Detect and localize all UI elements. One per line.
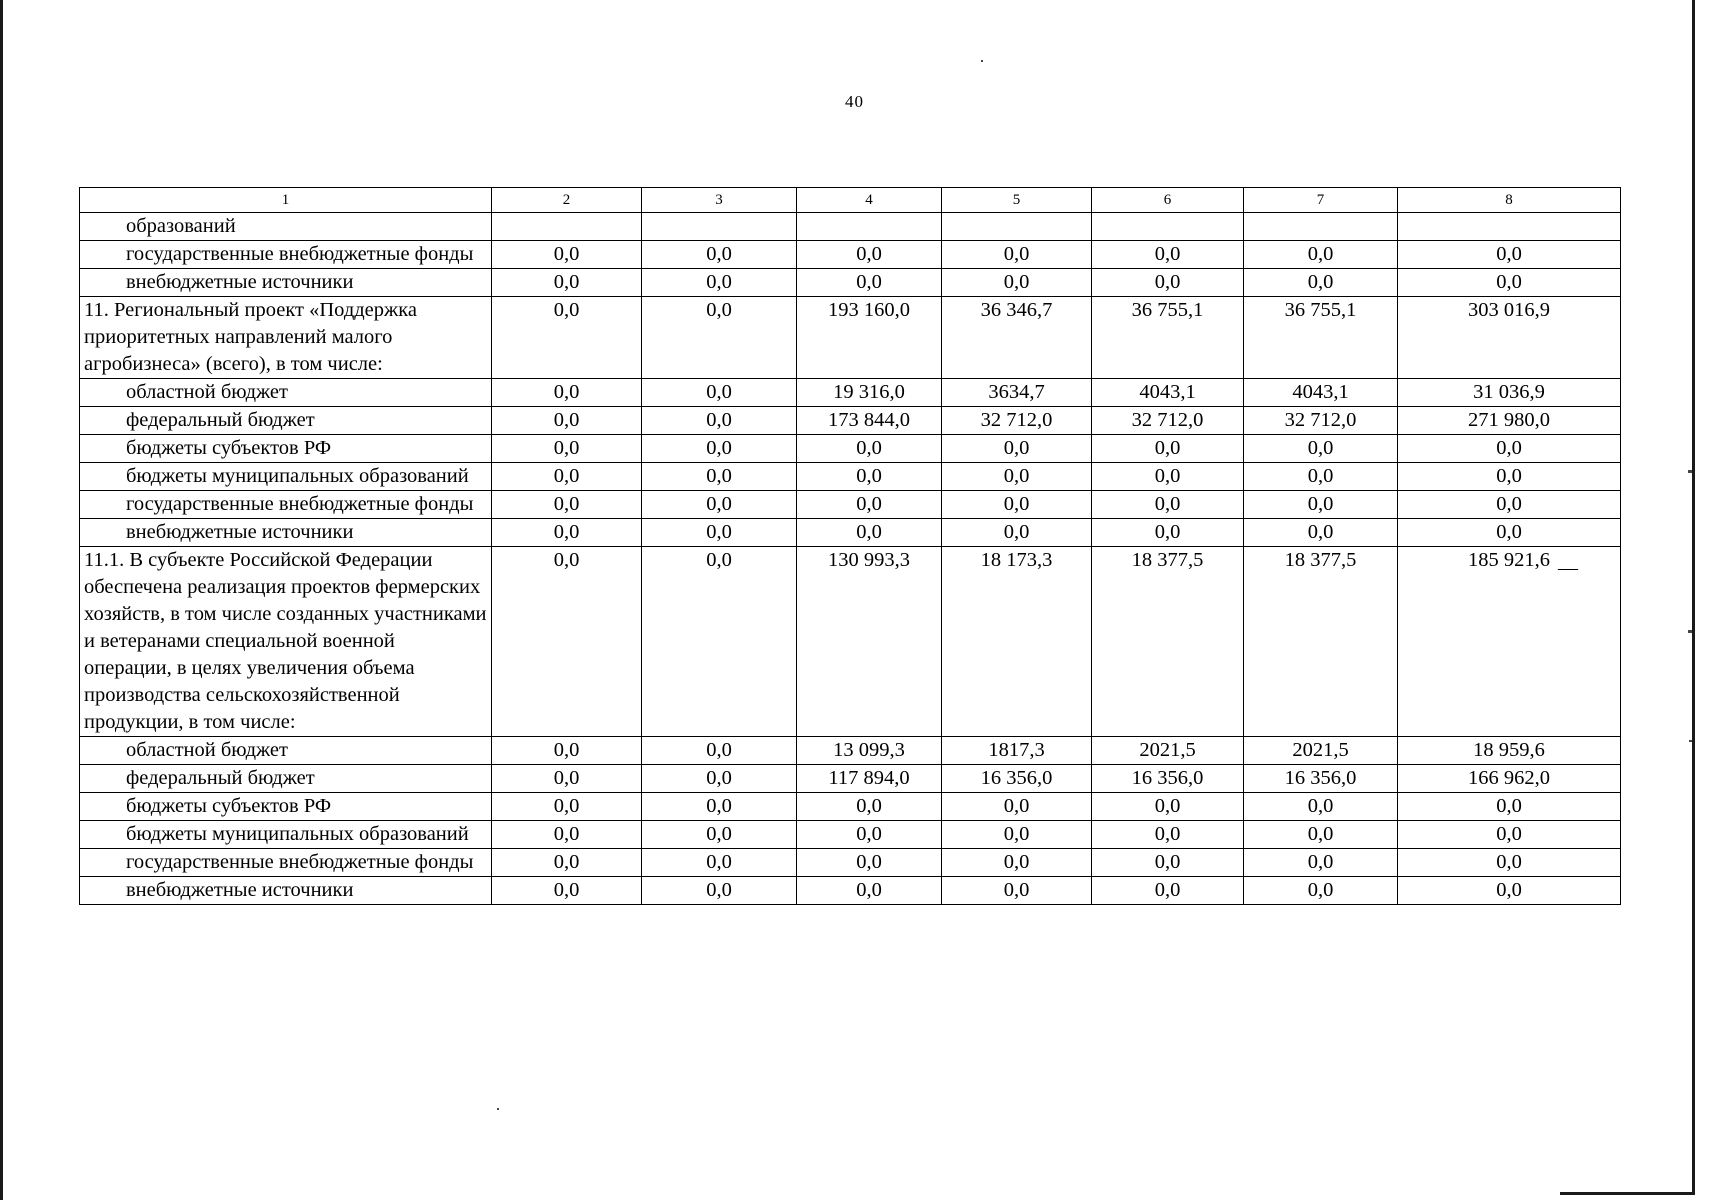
table-row — [80, 435, 1621, 463]
scan-speck — [981, 60, 983, 62]
value-cell: 0,0 — [1398, 269, 1621, 297]
value-cell: 0,0 — [642, 297, 797, 379]
value-cell: 0,0 — [1244, 463, 1398, 491]
table-row — [80, 877, 1621, 905]
value-cell: 0,0 — [1092, 463, 1244, 491]
value-cell: 0,0 — [942, 435, 1092, 463]
table-row — [80, 379, 1621, 407]
row-label-cell: бюджеты муниципальных образований — [80, 821, 492, 849]
value-cell: 0,0 — [1092, 491, 1244, 519]
value-cell: 0,0 — [492, 547, 642, 737]
value-cell — [1398, 213, 1621, 241]
scan-speck — [1688, 470, 1692, 473]
value-cell: 0,0 — [797, 241, 942, 269]
value-cell: 18 173,3 — [942, 547, 1092, 737]
value-cell: 271 980,0 — [1398, 407, 1621, 435]
value-cell: 18 377,5 — [1244, 547, 1398, 737]
column-number-cell: 6 — [1092, 188, 1244, 213]
value-cell: 0,0 — [1398, 463, 1621, 491]
value-cell: 0,0 — [1092, 877, 1244, 905]
value-cell: 31 036,9 — [1398, 379, 1621, 407]
table-row — [80, 491, 1621, 519]
row-label-cell: федеральный бюджет — [80, 765, 492, 793]
value-cell: 36 346,7 — [942, 297, 1092, 379]
value-cell: 0,0 — [492, 241, 642, 269]
table-row — [80, 407, 1621, 435]
value-cell — [492, 213, 642, 241]
value-cell: 173 844,0 — [797, 407, 942, 435]
row-label-cell: бюджеты муниципальных образований — [80, 463, 492, 491]
value-cell — [642, 213, 797, 241]
value-cell: 0,0 — [1092, 435, 1244, 463]
margin-dash-mark: — — [1558, 557, 1578, 579]
value-cell: 0,0 — [642, 849, 797, 877]
value-cell: 4043,1 — [1092, 379, 1244, 407]
value-cell: 0,0 — [492, 793, 642, 821]
column-number-cell: 3 — [642, 188, 797, 213]
value-cell: 117 894,0 — [797, 765, 942, 793]
value-cell: 4043,1 — [1244, 379, 1398, 407]
value-cell: 0,0 — [642, 547, 797, 737]
value-cell: 0,0 — [797, 269, 942, 297]
column-number-cell: 2 — [492, 188, 642, 213]
value-cell: 0,0 — [1092, 241, 1244, 269]
table-row — [80, 213, 1621, 241]
value-cell: 0,0 — [942, 241, 1092, 269]
value-cell — [797, 213, 942, 241]
value-cell: 32 712,0 — [1244, 407, 1398, 435]
value-cell: 13 099,3 — [797, 737, 942, 765]
value-cell: 0,0 — [1244, 491, 1398, 519]
row-label-cell: внебюджетные источники — [80, 877, 492, 905]
value-cell: 0,0 — [1092, 849, 1244, 877]
value-cell: 2021,5 — [1244, 737, 1398, 765]
row-label-cell: внебюджетные источники — [80, 519, 492, 547]
value-cell: 0,0 — [797, 793, 942, 821]
value-cell: 0,0 — [642, 407, 797, 435]
value-cell: 0,0 — [1244, 877, 1398, 905]
value-cell: 0,0 — [492, 297, 642, 379]
value-cell: 0,0 — [1398, 793, 1621, 821]
row-label-cell: бюджеты субъектов РФ — [80, 793, 492, 821]
value-cell: 0,0 — [492, 463, 642, 491]
table-row — [80, 793, 1621, 821]
row-label-cell: 11. Региональный проект «Поддержка приоритетных направлений малого агробизнеса» (всего), в том числе: — [80, 297, 492, 379]
value-cell: 0,0 — [1244, 821, 1398, 849]
column-number-cell: 7 — [1244, 188, 1398, 213]
table-body — [80, 213, 1621, 905]
value-cell: 0,0 — [797, 491, 942, 519]
value-cell: 0,0 — [1398, 241, 1621, 269]
value-cell: 18 377,5 — [1092, 547, 1244, 737]
value-cell: 0,0 — [942, 821, 1092, 849]
value-cell: 0,0 — [797, 821, 942, 849]
row-label-cell: государственные внебюджетные фонды — [80, 241, 492, 269]
row-label-cell: 11.1. В субъекте Российской Федерации обеспечена реализация проектов фермерских хозяйств, в том числе созданных участниками и ветеранами специальной военной операции, в целях увеличения объема производства сельскохозяйственной продукции, в том числе: — [80, 547, 492, 737]
value-cell: 0,0 — [1398, 519, 1621, 547]
column-number-cell: 4 — [797, 188, 942, 213]
value-cell: 0,0 — [942, 463, 1092, 491]
value-cell: 0,0 — [492, 821, 642, 849]
value-cell: 0,0 — [642, 793, 797, 821]
value-cell: 36 755,1 — [1092, 297, 1244, 379]
value-cell: 0,0 — [942, 849, 1092, 877]
value-cell: 0,0 — [642, 491, 797, 519]
value-cell: 0,0 — [492, 519, 642, 547]
table-row — [80, 463, 1621, 491]
value-cell: 0,0 — [1398, 435, 1621, 463]
scan-speck — [1689, 740, 1692, 742]
table-row — [80, 241, 1621, 269]
value-cell: 130 993,3 — [797, 547, 942, 737]
value-cell: 0,0 — [1244, 793, 1398, 821]
page-number: 40 — [845, 92, 864, 111]
value-cell: 0,0 — [642, 269, 797, 297]
value-cell: 0,0 — [1398, 877, 1621, 905]
value-cell: 0,0 — [492, 435, 642, 463]
value-cell: 193 160,0 — [797, 297, 942, 379]
row-label-cell: государственные внебюджетные фонды — [80, 491, 492, 519]
table-row — [80, 765, 1621, 793]
value-cell: 0,0 — [642, 463, 797, 491]
row-label-cell: областной бюджет — [80, 737, 492, 765]
value-cell: 0,0 — [642, 877, 797, 905]
table-row — [80, 519, 1621, 547]
value-cell: 185 921,6 — [1398, 547, 1621, 737]
value-cell: 1817,3 — [942, 737, 1092, 765]
row-label-cell: областной бюджет — [80, 379, 492, 407]
value-cell: 0,0 — [1244, 519, 1398, 547]
value-cell: 0,0 — [1398, 849, 1621, 877]
value-cell: 0,0 — [492, 379, 642, 407]
value-cell: 0,0 — [1244, 849, 1398, 877]
value-cell — [1244, 213, 1398, 241]
budget-table — [79, 187, 1621, 905]
value-cell: 0,0 — [942, 793, 1092, 821]
value-cell: 303 016,9 — [1398, 297, 1621, 379]
table-row — [80, 269, 1621, 297]
value-cell — [942, 213, 1092, 241]
value-cell: 0,0 — [1092, 519, 1244, 547]
value-cell: 0,0 — [797, 519, 942, 547]
row-label-cell: образований — [80, 213, 492, 241]
value-cell: 16 356,0 — [1244, 765, 1398, 793]
table-row — [80, 737, 1621, 765]
value-cell: 0,0 — [942, 519, 1092, 547]
scan-bottom-border — [1560, 1192, 1695, 1195]
value-cell: 0,0 — [942, 491, 1092, 519]
scan-speck — [497, 1108, 499, 1110]
value-cell: 0,0 — [642, 765, 797, 793]
table-row — [80, 849, 1621, 877]
value-cell: 3634,7 — [942, 379, 1092, 407]
table-row — [80, 821, 1621, 849]
value-cell: 166 962,0 — [1398, 765, 1621, 793]
value-cell: 0,0 — [797, 435, 942, 463]
value-cell: 0,0 — [492, 491, 642, 519]
row-label-cell: бюджеты субъектов РФ — [80, 435, 492, 463]
value-cell: 0,0 — [642, 241, 797, 269]
value-cell: 0,0 — [1244, 435, 1398, 463]
column-number-cell: 1 — [80, 188, 492, 213]
value-cell: 36 755,1 — [1244, 297, 1398, 379]
value-cell: 0,0 — [492, 877, 642, 905]
value-cell: 0,0 — [942, 269, 1092, 297]
value-cell: 0,0 — [642, 737, 797, 765]
value-cell: 0,0 — [942, 877, 1092, 905]
value-cell: 0,0 — [492, 407, 642, 435]
value-cell: 18 959,6 — [1398, 737, 1621, 765]
scan-right-border — [1692, 0, 1695, 1195]
value-cell: 0,0 — [1244, 269, 1398, 297]
value-cell — [1092, 213, 1244, 241]
row-label-cell: внебюджетные источники — [80, 269, 492, 297]
value-cell: 32 712,0 — [1092, 407, 1244, 435]
value-cell: 2021,5 — [1092, 737, 1244, 765]
header-row — [80, 188, 1621, 213]
row-label-cell: федеральный бюджет — [80, 407, 492, 435]
value-cell: 16 356,0 — [942, 765, 1092, 793]
value-cell: 16 356,0 — [1092, 765, 1244, 793]
value-cell: 0,0 — [1398, 491, 1621, 519]
table-row — [80, 297, 1621, 379]
value-cell: 0,0 — [492, 269, 642, 297]
table-header — [80, 188, 1621, 213]
value-cell: 0,0 — [1092, 269, 1244, 297]
scan-speck — [1688, 630, 1692, 633]
table-row — [80, 547, 1621, 737]
value-cell: 0,0 — [1092, 793, 1244, 821]
value-cell: 32 712,0 — [942, 407, 1092, 435]
value-cell: 19 316,0 — [797, 379, 942, 407]
column-number-cell: 8 — [1398, 188, 1621, 213]
value-cell: 0,0 — [1244, 241, 1398, 269]
value-cell: 0,0 — [642, 435, 797, 463]
value-cell: 0,0 — [797, 877, 942, 905]
value-cell: 0,0 — [642, 379, 797, 407]
value-cell: 0,0 — [492, 737, 642, 765]
value-cell: 0,0 — [642, 821, 797, 849]
value-cell: 0,0 — [1092, 821, 1244, 849]
column-number-cell: 5 — [942, 188, 1092, 213]
value-cell: 0,0 — [642, 519, 797, 547]
value-cell: 0,0 — [492, 849, 642, 877]
value-cell: 0,0 — [492, 765, 642, 793]
value-cell: 0,0 — [797, 849, 942, 877]
value-cell: 0,0 — [1398, 821, 1621, 849]
row-label-cell: государственные внебюджетные фонды — [80, 849, 492, 877]
value-cell: 0,0 — [797, 463, 942, 491]
scan-left-border — [0, 0, 3, 1200]
